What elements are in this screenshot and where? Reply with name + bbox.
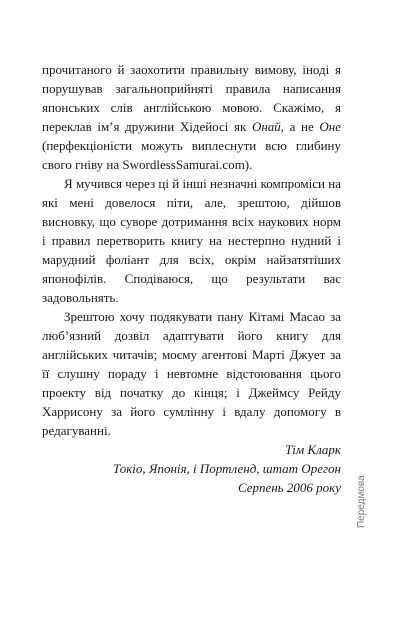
signature-date: Серпень 2006 року (237, 480, 341, 495)
name-onai: Онай (251, 119, 281, 134)
paragraph-3: Зрештою хочу подякувати пану Кітамі Масао за люб’язний дозвіл адаптувати його книгу для англійських читачів; моєму агентові Марті Джует за її слушну пораду і невтомне відстоювання цього проекту від початку до кінця; і Джеймсу Рейду Харрисону за його сумлінну і вдалу допомогу в редагуванні. (42, 309, 341, 438)
signature-place: Токіо, Японія, і Портленд, штат Орегон (112, 461, 341, 476)
signature-name: Тім Кларк (285, 442, 341, 457)
paragraph-1 (42, 60, 341, 174)
name-one: Оне (319, 119, 342, 134)
section-side-label: Передмова (356, 475, 367, 528)
body-text (42, 60, 341, 497)
paragraph-1-part-e: (перфекціоністи можуть виплеснути всю глибину свого гніву на SwordlessSamurai.com). (42, 138, 341, 172)
paragraph-1-part-c: , а не (280, 119, 320, 134)
paragraph-1-part-a: прочитаного й заохотити правильну вимову, іноді я порушував загальноприйняті правила написання японських слів англійською мовою. Скажімо, я переклав ім’я дружини Хідейосі як (42, 62, 341, 134)
paragraph-2: Я мучився через ці й інші незначні компроміси на які мені довелося піти, але, зрештою, дійшов висновку, що суворе дотримання всіх наукових норм і правил перетворить книгу на нестерпно нудний і марудний фоліант для всіх, окрім найзатятіших японофілів. Сподіваюся, що результати вас задовольнять. (42, 176, 341, 305)
